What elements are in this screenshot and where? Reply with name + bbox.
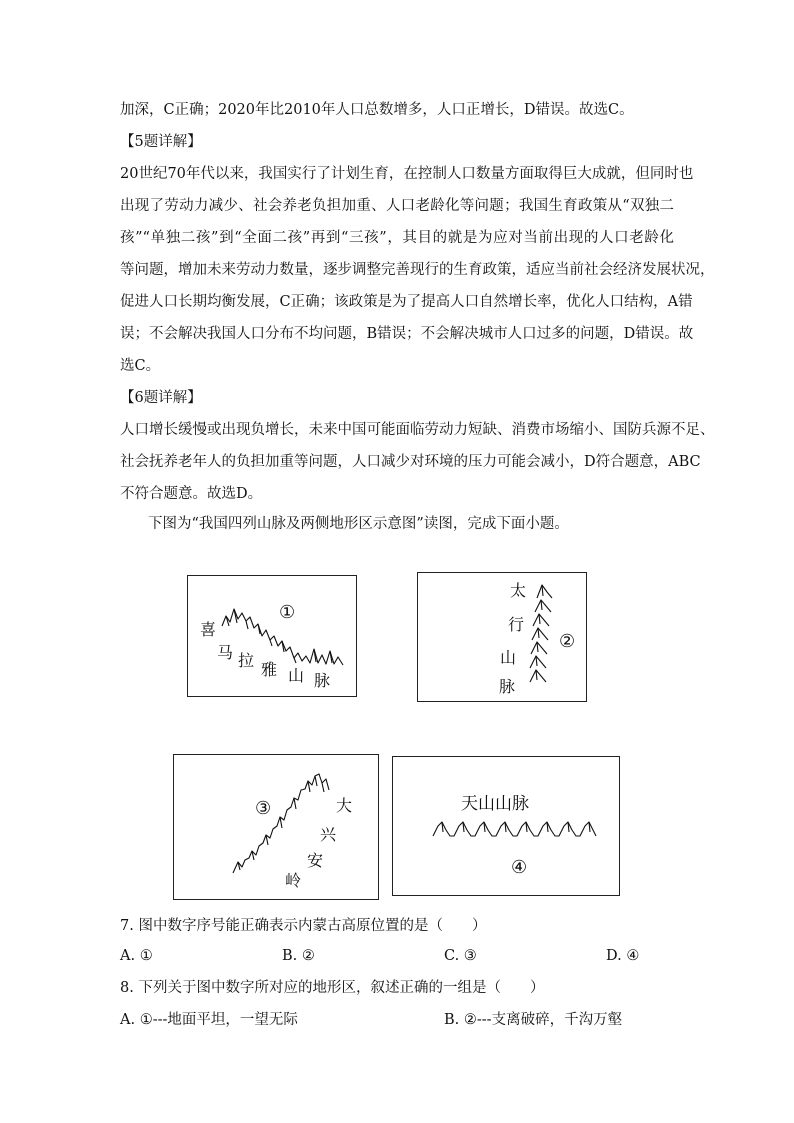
label-char: 岭 — [285, 871, 302, 890]
label-char: 安 — [307, 851, 324, 870]
paragraph-line: 加深，C正确；2020年比2010年人口总数增多，人口正增长，D错误。故选C。 — [120, 102, 634, 118]
region-number-2: ② — [559, 631, 576, 652]
paragraph-line: 不符合题意。故选D。 — [120, 486, 263, 502]
question-8-option-b[interactable]: B. ②---支离破碎，千沟万壑 — [444, 1012, 623, 1028]
label-char: 脉 — [499, 677, 516, 696]
label-char: 山 — [288, 666, 305, 685]
label-char: 太 — [510, 581, 527, 600]
paragraph-line: 社会抚养老年人的负担加重等问题，人口减少对环境的压力可能会减小，D符合题意，ABC — [120, 454, 701, 470]
label-char: 兴 — [320, 825, 337, 844]
region-number-4: ④ — [511, 857, 528, 878]
label-char: 大 — [336, 796, 353, 815]
paragraph-line: 20世纪70年代以来，我国实行了计划生育，在控制人口数量方面取得巨大成就，但同时也 — [120, 166, 694, 182]
label-char: 山 — [500, 648, 517, 667]
label-char: 脉 — [314, 671, 331, 690]
paragraph-line: 促进人口长期均衡发展，C正确；该政策是为了提高人口自然增长率，优化人口结构，A错 — [120, 294, 693, 310]
paragraph-line: 人口增长缓慢或出现负增长，未来中国可能面临劳动力短缺、消费市场缩小、国防兵源不足、 — [120, 422, 715, 438]
label-char: 行 — [508, 615, 525, 634]
tianshan-title: 天山山脉 — [461, 794, 529, 814]
paragraph-line: 选C。 — [120, 358, 161, 374]
region-number-3: ③ — [255, 798, 272, 819]
figure-intro: 下图为“我国四列山脉及两侧地形区示意图”读图，完成下面小题。 — [148, 516, 569, 532]
question-7-option-d[interactable]: D. ④ — [606, 948, 640, 964]
question-8-stem: 8. 下列关于图中数字所对应的地形区，叙述正确的一组是（ ） — [120, 980, 545, 996]
question-7-option-b[interactable]: B. ② — [282, 948, 315, 964]
paragraph-line: 孩”“单独二孩”到“全面二孩”再到“三孩”，其目的就是为应对当前出现的人口老龄化 — [120, 230, 674, 246]
section-heading-5: 【5题详解】 — [120, 134, 202, 150]
label-char: 喜 — [200, 620, 217, 639]
region-number-1: ① — [279, 602, 296, 623]
question-7-option-c[interactable]: C. ③ — [444, 948, 477, 964]
label-char: 马 — [217, 643, 234, 662]
question-7-option-a[interactable]: A. ① — [120, 948, 153, 964]
label-char: 雅 — [261, 660, 278, 679]
label-char: 拉 — [238, 651, 255, 670]
question-7-stem: 7. 图中数字序号能正确表示内蒙古高原位置的是（ ） — [120, 918, 487, 934]
paragraph-line: 出现了劳动力减少、社会养老负担加重、人口老龄化等问题；我国生育政策从“双独二 — [120, 198, 674, 214]
question-8-option-a[interactable]: A. ①---地面平坦，一望无际 — [120, 1012, 298, 1028]
section-heading-6: 【6题详解】 — [120, 390, 202, 406]
paragraph-line: 误；不会解决我国人口分布不均问题，B错误；不会解决城市人口过多的问题，D错误。故 — [120, 326, 694, 342]
paragraph-line: 等问题，增加未来劳动力数量，逐步调整完善现行的生育政策，适应当前社会经济发展状况， — [120, 262, 715, 278]
